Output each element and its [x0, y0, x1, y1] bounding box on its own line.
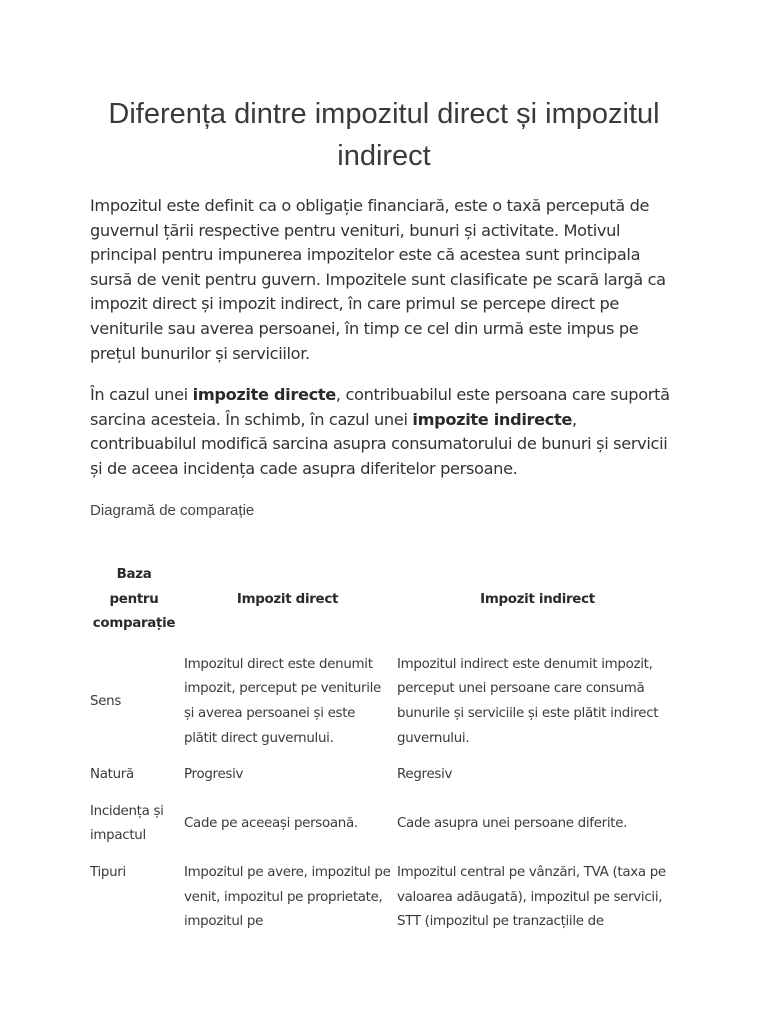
indirect-tax-cell: Impozitul indirect este denumit impozit, perceput unei persoane care consumă bunurile și serviciile și este plătit indirect guvernului.: [397, 656, 659, 746]
table-row: [87, 647, 681, 757]
direct-tax-cell: Impozitul direct este denumit impozit, perceput pe veniturile și averea persoanei și este plătit direct guvernului.: [184, 656, 381, 746]
row-label: Tipuri: [90, 864, 126, 880]
table-row: [87, 855, 681, 941]
page-title: Diferența dintre impozitul direct și impozitul indirect: [108, 98, 660, 172]
direct-tax-cell: Cade pe aceeași persoană.: [184, 816, 358, 832]
direct-tax-term: impozite directe: [192, 385, 336, 404]
intro-paragraph: Impozitul este definit ca o obligație financiară, este o taxă percepută de guvernul țării respective pentru venituri, bunuri și activitate. Motivul principal pentru impunerea impozitelor este că acestea sunt principala sursă de venit pentru guvern. Impozitele sunt clasificate pe scară largă ca impozit direct și impozit indirect, în care primul se percepe direct pe veniturile sau averea persoanei, în timp ce cel din urmă este impus pe prețul bunurilor și serviciilor.: [90, 196, 666, 363]
indirect-tax-cell: Regresiv: [397, 767, 453, 783]
comparison-chart-caption: Diagramă de comparație: [90, 502, 255, 519]
table-row: [87, 794, 681, 855]
indirect-tax-term: impozite indirecte: [412, 409, 573, 429]
header-indirect-tax: Impozit indirect: [480, 591, 595, 607]
table-header-row: [87, 555, 681, 647]
indirect-tax-cell: Impozitul central pe vânzări, TVA (taxa pe valoarea adăugată), impozitul pe servicii, STT (impozitul pe tranzacțiile de: [397, 864, 666, 930]
table-row: [87, 757, 681, 794]
row-label: Sens: [90, 693, 122, 709]
header-direct-tax: Impozit direct: [236, 591, 339, 607]
paragraph-text: , contribuabilul modifică sarcina asupra consumatorului de bunuri și servicii și de aceea incidența cade asupra diferitelor persoane.: [90, 409, 668, 478]
comparison-table: [87, 555, 681, 941]
direct-tax-cell: Progresiv: [184, 767, 244, 783]
indirect-tax-cell: Cade asupra unei persoane diferite.: [397, 816, 628, 832]
paragraph-text: , contribuabilul este persoana care suportă sarcina acesteia. În schimb, în cazul unei: [90, 385, 670, 429]
direct-tax-cell: Impozitul pe avere, impozitul pe venit, impozitul pe proprietate, impozitul pe: [184, 864, 391, 930]
header-basis: Baza pentru comparație: [92, 567, 176, 632]
paragraph-text: În cazul unei: [90, 385, 193, 404]
row-label: Natură: [90, 767, 134, 783]
row-label: Incidența și impactul: [90, 803, 164, 844]
tax-types-paragraph: [90, 383, 678, 481]
